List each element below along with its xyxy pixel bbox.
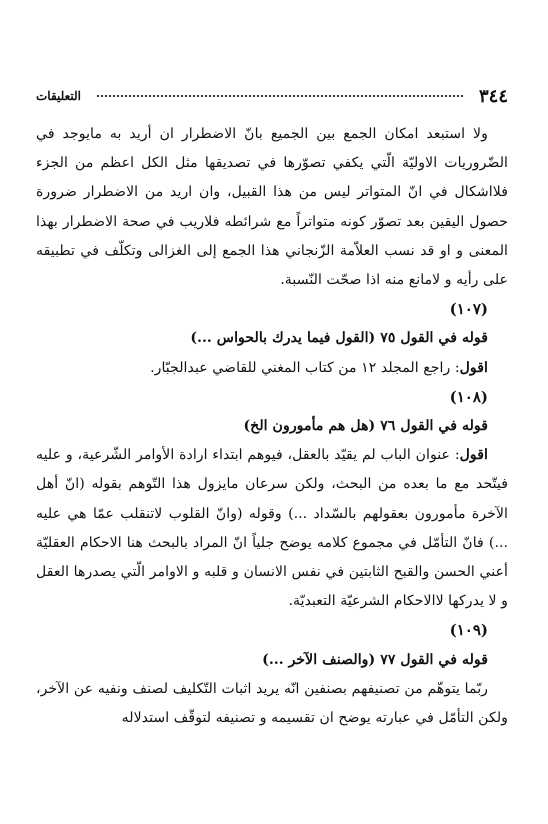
aqul-label: اقول	[459, 447, 488, 464]
note-heading-109: قوله في القول ٧٧ (والصنف الآخر ...)	[262, 651, 488, 668]
note-body-108	[36, 441, 508, 616]
note-text-107: : راجع المجلد ١٢ من كتاب المغني للقاضي عبدالجبّار.	[150, 359, 460, 376]
aqul-label: اقول	[459, 359, 488, 376]
note-heading-108: قوله في القول ٧٦ (هل هم مأمورون الخ)	[243, 418, 488, 435]
header-dotted-leader	[97, 95, 463, 97]
page-body	[36, 120, 508, 733]
running-title: التعليقات	[36, 89, 82, 103]
page-number: ٣٤٤	[478, 85, 508, 107]
paragraph-intro: ولا استبعد امكان الجمع بين الجميع بانّ الاضطرار ان أريد به مايوجد في الضّروريات الاوليّة الّتي يكفي تصوّرها في تصديقها مثل الكل اعظم من الجزء فلااشكال في انّ المتواتر ليس من هذا القبيل، وان اريد من الاضطرار ضرورة حصول اليقين بعد تصوّر كونه متواتراً مع شرائطه فلاريب في صحة الاضطرار بهذا المعنى و او قد نسب العلاّمة الزّنجاني هذا الجمع إلى الغزالى وتكلّف في تطبيقه على رأيه و لامانع منه اذا صحّت النّسبة.	[36, 126, 508, 289]
note-number-109: (١٠٩)	[449, 621, 488, 640]
note-body-107	[36, 354, 508, 383]
note-body-109: ربّما يتوهّم من تصنيفهم بصنفين انّه يريد اثبات التّكليف لصنف ونفيه عن الآخر، ولكن التأمّل في عبارته يوضح ان تقسيمه و تصنيفه لتوقّف استدلاله	[36, 680, 508, 727]
page-header	[36, 84, 508, 108]
note-heading-107: قوله في القول ٧٥ (القول فيما يدرك بالحواس ...)	[190, 330, 488, 347]
note-number-108: (١٠٨)	[449, 387, 488, 406]
note-text-108: : عنوان الباب لم يقيّد بالعقل، فيوهم ابتداء ارادة الأوامر الشّرعية، و عليه فيتّحد مع ما بعده من البحث، ولكن سرعان مايزول هذا التّوهم بقوله (انّ أهل الآخرة مأمورون بعقولهم بالسّداد ...) وقوله (وانّ القلوب لاتنقلب عمّا هي عليه ...) فانّ التأمّل في مجموع كلامه يوضح جلياً انّ المراد بالبحث هنا الاحكام العقليّة أعني الحسن والقبح الثابتين في نفس الانسان و قلبه و الاوامر الّتي يصدرها العقل و لا يدركها لاالاحكام الشرعيّة التعبديّة.	[36, 447, 508, 610]
note-number-107: (١٠٧)	[449, 300, 488, 319]
